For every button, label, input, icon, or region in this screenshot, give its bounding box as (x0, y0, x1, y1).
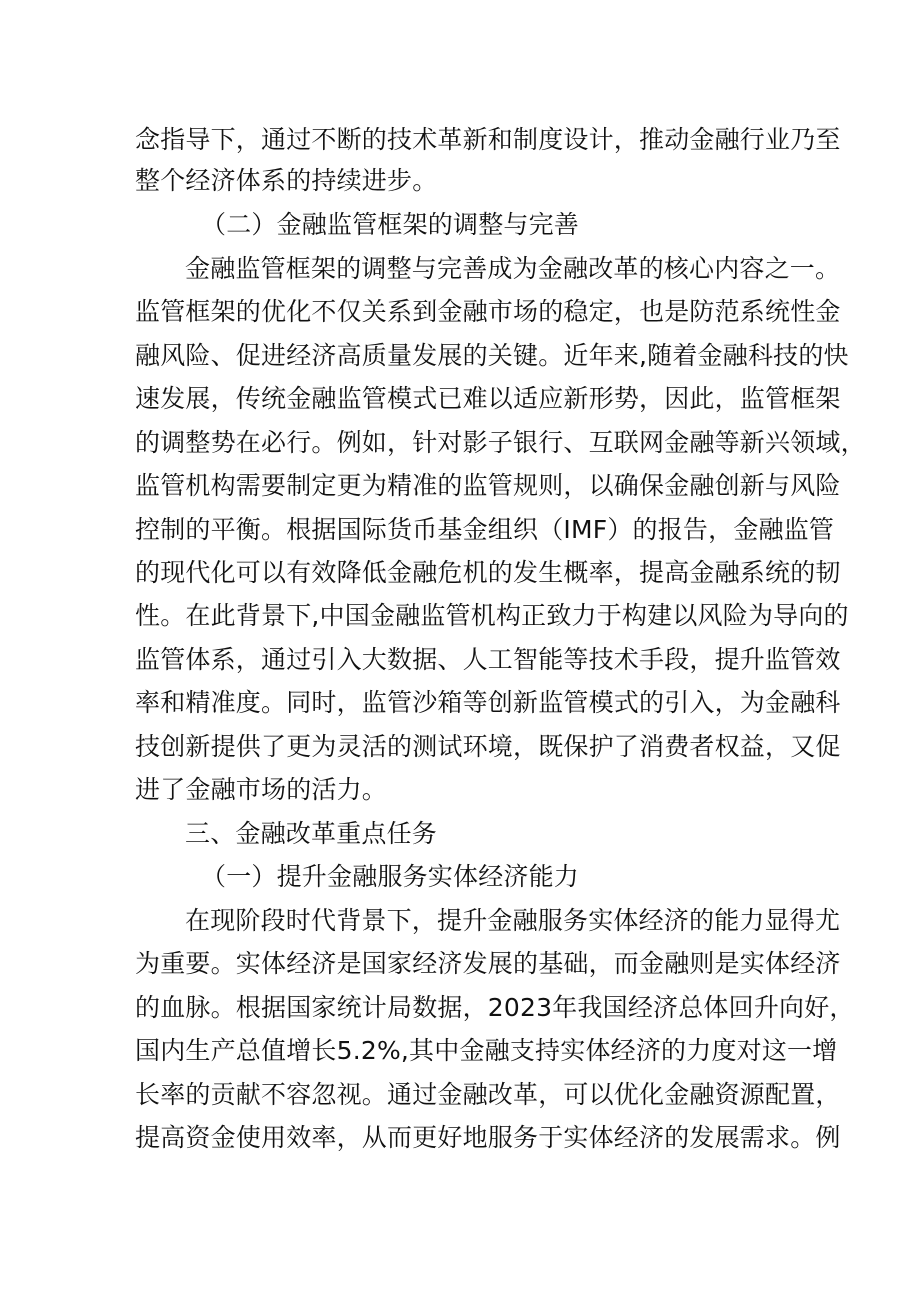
paragraph-start: 在现阶段时代背景下，提升金融服务实体经济的能力显得尤 (185, 906, 841, 935)
text-line: 为重要。实体经济是国家经济发展的基础，而金融则是实体经济 (135, 949, 841, 978)
text-line: 控制的平衡。根据国际货币基金组织（IMF）的报告，金融监管 (135, 515, 835, 544)
paragraph-start: 金融监管框架的调整与完善成为金融改革的核心内容之一。 (185, 254, 841, 283)
text-line: 的血脉。根据国家统计局数据，2023年我国经济总体回升向好， (135, 993, 855, 1022)
text-line: 速发展，传统金融监管模式已难以适应新形势，因此，监管框架 (135, 384, 841, 413)
text-line: 率和精准度。同时，监管沙箱等创新监管模式的引入，为金融科 (135, 688, 841, 717)
text-line: 监管机构需要制定更为精准的监管规则，以确保金融创新与风险 (135, 471, 841, 500)
chapter-heading: 三、金融改革重点任务 (185, 819, 438, 848)
text-line: 进了金融市场的活力。 (135, 775, 388, 804)
text-line: 提高资金使用效率，从而更好地服务于实体经济的发展需求。例 (135, 1123, 841, 1152)
text-line: 监管框架的优化不仅关系到金融市场的稳定，也是防范系统性金 (135, 297, 841, 326)
text-line: 性。在此背景下,中国金融监管机构正致力于构建以风险为导向的 (135, 601, 849, 630)
section-heading: （一）提升金融服务实体经济能力 (201, 862, 580, 891)
text-line: 长率的贡献不容忽视。通过金融改革，可以优化金融资源配置， (135, 1080, 841, 1109)
text-line: 技创新提供了更为灵活的测试环境，既保护了消费者权益，又促 (135, 732, 841, 761)
text-line: 整个经济体系的持续进步。 (135, 166, 438, 195)
text-line: 的现代化可以有效降低金融危机的发生概率，提高金融系统的韧 (135, 558, 841, 587)
section-heading: （二）金融监管框架的调整与完善 (201, 210, 580, 239)
text-line: 念指导下，通过不断的技术革新和制度设计，推动金融行业乃至 (135, 125, 841, 154)
text-line: 融风险、促进经济高质量发展的关键。近年来,随着金融科技的快 (135, 341, 849, 370)
text-line: 国内生产总值增长5.2%,其中金融支持实体经济的力度对这一增 (135, 1036, 838, 1065)
text-line: 的调整势在必行。例如，针对影子银行、互联网金融等新兴领域， (135, 428, 866, 457)
text-line: 监管体系，通过引入大数据、人工智能等技术手段，提升监管效 (135, 645, 841, 674)
